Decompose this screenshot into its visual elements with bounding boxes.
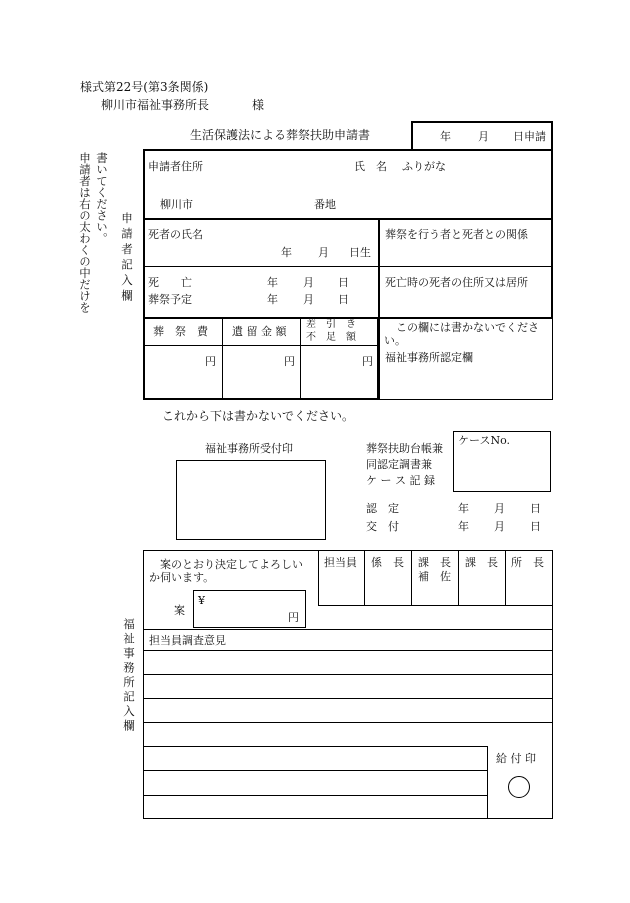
banchi-label: 番地 [314,198,336,211]
applicant-address-label: 申請者住所 [148,160,203,173]
proposal-text-2: か伺います。 [149,571,215,584]
no-write-note: この欄には書かないでください。 [384,321,539,347]
city-label: 柳川市 [160,198,193,211]
date-year: 年 [440,130,451,143]
diff-header-1: 差 引 き [306,319,356,330]
approval-month: 月 [494,502,505,515]
death-month: 月 [303,276,314,289]
side-instruction-2: 申請者は右の太わくの中だけを [78,152,92,313]
funeral-cost-header: 葬 祭 費 [153,325,208,338]
funeral-day: 日 [338,293,349,306]
estate-yen: 円 [284,355,295,368]
proposal-label: 案 [174,604,185,617]
applicant-name-label: 氏 名 [354,160,387,173]
approver-section-chief: 課 長 [418,556,451,569]
approver-director: 所 長 [511,556,544,569]
estate-amount-header: 遺 留 金 額 [232,325,287,338]
ledger-line-2: 同認定調書兼 [366,458,432,471]
office-certification-label: 福祉事務所認定欄 [385,351,473,364]
deceased-name-label: 死者の氏名 [148,228,203,241]
funeral-month: 月 [303,293,314,306]
honorific: 様 [252,98,265,112]
staff-opinion-label: 担当員調査意見 [149,634,226,647]
form-number: 様式第22号(第3条関係) [80,80,209,94]
side-instruction-1: 書いてください。 [95,152,109,244]
receipt-stamp-label: 福祉事務所受付印 [205,442,293,455]
birth-day: 日生 [349,246,371,259]
funeral-year: 年 [267,293,278,306]
ledger-line-1: 葬祭扶助台帳兼 [366,442,443,455]
birth-month: 月 [318,246,329,259]
approval-label: 認 定 [366,502,399,515]
delivery-month: 月 [494,520,505,533]
yen-symbol: ¥ [198,594,205,607]
diff-yen: 円 [362,355,373,368]
approval-day: 日 [530,502,541,515]
birth-year: 年 [281,246,292,259]
death-day: 日 [338,276,349,289]
furigana-label: ふりがな [402,160,446,173]
addressee: 柳川市福祉事務所長 [101,98,210,112]
proposal-text-1: 案のとおり決定してよろしい [160,558,303,571]
receipt-stamp-box [176,460,326,540]
payment-stamp-circle [508,776,530,798]
proposal-yen: 円 [288,611,299,624]
office-section-label: 福祉事務所記入欄 [122,618,136,734]
diff-header-2: 不 足 額 [306,332,356,343]
case-no-label: ケースNo. [458,434,511,447]
delivery-year: 年 [458,520,469,533]
ledger-line-3: ケ ー ス 記 録 [366,474,435,487]
residence-label: 死亡時の死者の住所又は居所 [385,276,528,289]
applicant-section-label: 申請者記入欄 [120,212,134,305]
approver-staff: 担当員 [324,556,357,569]
do-not-write-below: これから下は書かないでください。 [162,409,355,423]
approver-section-head: 課 長 [465,556,498,569]
form-title: 生活保護法による葬祭扶助申請書 [190,128,371,142]
date-month: 月 [478,130,489,143]
relation-label: 葬祭を行う者と死者との関係 [385,228,528,241]
funeral-cost-yen: 円 [205,355,216,368]
death-label: 死 亡 [148,276,192,289]
approver-assistant: 補 佐 [418,570,451,583]
payment-stamp-label: 給 付 印 [496,752,536,765]
funeral-planned-label: 葬祭予定 [148,293,192,306]
death-year: 年 [267,276,278,289]
approval-year: 年 [458,502,469,515]
approver-chief: 係 長 [371,556,404,569]
delivery-label: 交 付 [366,520,399,533]
delivery-day: 日 [530,520,541,533]
date-day-applied: 日申請 [513,130,546,143]
